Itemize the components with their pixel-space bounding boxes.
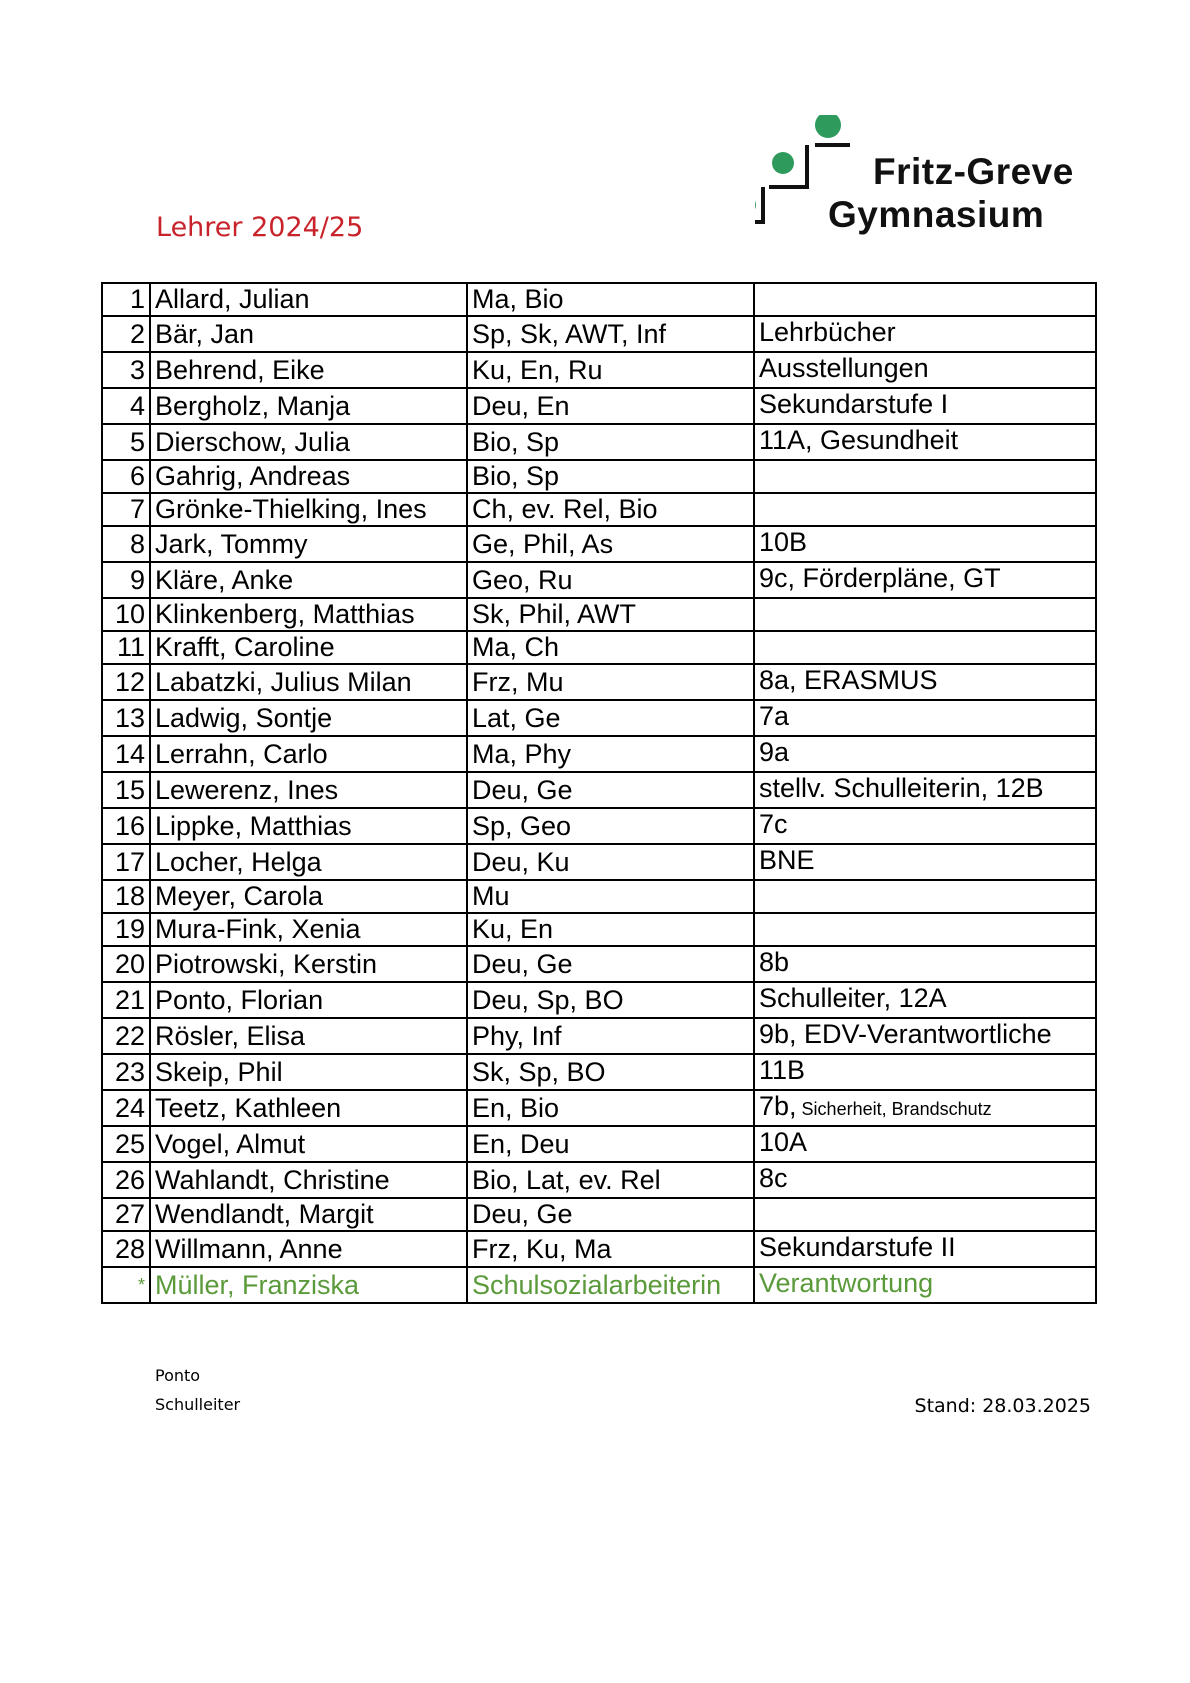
teacher-subjects-text: Phy, Inf <box>472 1020 562 1051</box>
row-number-text: 11 <box>116 632 145 662</box>
teacher-role-text: 9c, Förderpläne, GT <box>759 563 1001 593</box>
teacher-name-text: Teetz, Kathleen <box>155 1092 342 1123</box>
teacher-subjects <box>467 352 754 388</box>
teacher-subjects <box>467 913 754 946</box>
teacher-name-text: Bergholz, Manja <box>155 390 351 421</box>
teacher-name-text: Piotrowski, Kerstin <box>155 948 378 979</box>
teacher-subjects <box>467 664 754 700</box>
teacher-role-text: 9b, EDV-Verantwortliche <box>759 1019 1052 1049</box>
teacher-name <box>150 736 467 772</box>
row-number <box>102 808 150 844</box>
row-number-text: 26 <box>114 1164 145 1195</box>
teacher-role-text: Schulleiter, 12A <box>759 983 947 1013</box>
teacher-name <box>150 631 467 664</box>
teacher-name <box>150 844 467 880</box>
teacher-subjects-text: Ma, Ch <box>472 632 560 662</box>
teacher-name-text: Lewerenz, Ines <box>155 774 339 805</box>
row-number-text: 20 <box>114 948 145 979</box>
logo-dot-top <box>815 115 841 138</box>
table-row <box>102 493 1096 526</box>
teacher-name-text: Labatzki, Julius Milan <box>155 666 412 697</box>
row-number-text: 2 <box>129 318 145 349</box>
row-number-text: 5 <box>129 426 145 457</box>
teacher-name <box>150 772 467 808</box>
teacher-subjects <box>467 736 754 772</box>
logo-text-line2: Gymnasium <box>828 194 1045 235</box>
row-number-text: 24 <box>114 1092 145 1123</box>
teacher-role <box>754 982 1096 1018</box>
teacher-subjects <box>467 1162 754 1198</box>
teacher-subjects <box>467 388 754 424</box>
teacher-subjects-text: Deu, En <box>472 390 570 421</box>
teacher-name <box>150 283 467 316</box>
table-row <box>102 283 1096 316</box>
row-number-text: 6 <box>129 461 145 491</box>
row-number <box>102 631 150 664</box>
row-number <box>102 1231 150 1267</box>
row-number-text: 28 <box>114 1233 145 1264</box>
row-number <box>102 1126 150 1162</box>
teacher-role-text: 8c <box>759 1163 788 1193</box>
teacher-name <box>150 913 467 946</box>
teacher-name-text: Ponto, Florian <box>155 984 324 1015</box>
page-title: Lehrer 2024/25 <box>156 212 364 243</box>
teacher-name-text: Klinkenberg, Matthias <box>155 599 415 629</box>
teacher-subjects-text: Frz, Mu <box>472 666 564 697</box>
teacher-name <box>150 562 467 598</box>
teacher-subjects <box>467 283 754 316</box>
teacher-subjects-text: Geo, Ru <box>472 564 573 595</box>
row-number-text: 19 <box>114 914 145 944</box>
teacher-name <box>150 424 467 460</box>
teacher-role <box>754 388 1096 424</box>
table-row <box>102 736 1096 772</box>
row-number <box>102 562 150 598</box>
teacher-role-text: stellv. Schulleiterin, 12B <box>759 773 1044 803</box>
teacher-name <box>150 880 467 913</box>
row-number-text: 17 <box>114 846 145 877</box>
school-logo <box>755 115 1105 255</box>
teacher-subjects <box>467 316 754 352</box>
teacher-name-text: Lerrahn, Carlo <box>155 738 328 769</box>
teacher-subjects <box>467 1267 754 1303</box>
teacher-subjects <box>467 946 754 982</box>
teacher-subjects <box>467 1231 754 1267</box>
teacher-subjects <box>467 880 754 913</box>
table-row <box>102 844 1096 880</box>
teacher-role-text: 7c <box>759 809 788 839</box>
teacher-role-text: 8b <box>759 947 790 977</box>
signature-name: Ponto <box>155 1366 201 1385</box>
row-number-text: 3 <box>129 354 145 385</box>
teacher-role-text: 9a <box>759 737 790 767</box>
table-row <box>102 598 1096 631</box>
row-number <box>102 1267 150 1303</box>
row-number-text: 27 <box>114 1199 145 1229</box>
row-number-text: 18 <box>114 881 145 911</box>
table-row <box>102 1126 1096 1162</box>
teacher-name <box>150 1198 467 1231</box>
row-number <box>102 526 150 562</box>
row-number <box>102 664 150 700</box>
table-row <box>102 1018 1096 1054</box>
teacher-subjects-text: Ku, En <box>472 914 554 944</box>
teacher-name-text: Behrend, Eike <box>155 354 325 385</box>
row-number-text: 8 <box>129 528 145 559</box>
teacher-subjects-text: Frz, Ku, Ma <box>472 1233 612 1264</box>
teacher-role <box>754 1018 1096 1054</box>
teacher-role-text: Lehrbücher <box>759 317 896 347</box>
row-number-text: 4 <box>129 390 145 421</box>
teacher-subjects-text: Ge, Phil, As <box>472 528 614 559</box>
table-row <box>102 1231 1096 1267</box>
table-row <box>102 388 1096 424</box>
row-number-text: 22 <box>114 1020 145 1051</box>
teacher-subjects-text: Deu, Ge <box>472 948 573 979</box>
row-number <box>102 1162 150 1198</box>
row-number-text: 1 <box>129 284 145 314</box>
teacher-subjects-text: Deu, Ge <box>472 774 573 805</box>
table-row <box>102 352 1096 388</box>
table-row <box>102 664 1096 700</box>
row-number-text: 10 <box>114 599 145 629</box>
teacher-subjects <box>467 460 754 493</box>
table-row <box>102 631 1096 664</box>
teacher-name <box>150 1126 467 1162</box>
row-number <box>102 598 150 631</box>
teacher-name <box>150 1231 467 1267</box>
teacher-table-body <box>102 283 1096 1303</box>
teacher-name-text: Bär, Jan <box>155 318 255 349</box>
row-number <box>102 493 150 526</box>
teacher-subjects-text: Bio, Sp <box>472 461 560 491</box>
teacher-role <box>754 1126 1096 1162</box>
teacher-name <box>150 460 467 493</box>
teacher-name <box>150 526 467 562</box>
teacher-name <box>150 316 467 352</box>
teacher-subjects <box>467 631 754 664</box>
logo-text-line1: Fritz-Greve <box>873 151 1074 192</box>
teacher-role <box>754 283 1096 316</box>
row-number <box>102 1018 150 1054</box>
row-number <box>102 316 150 352</box>
teacher-name <box>150 493 467 526</box>
row-number-text: * <box>137 1274 145 1295</box>
teacher-role-text: 11A, Gesundheit <box>759 425 959 455</box>
teacher-name-text: Allard, Julian <box>155 284 310 314</box>
teacher-name-text: Jark, Tommy <box>155 528 308 559</box>
teacher-role-text: 10B <box>759 527 808 557</box>
row-number-text: 16 <box>114 810 145 841</box>
row-number <box>102 946 150 982</box>
teacher-role <box>754 316 1096 352</box>
teacher-name <box>150 598 467 631</box>
row-number <box>102 1054 150 1090</box>
teacher-name <box>150 946 467 982</box>
teacher-name-text: Vogel, Almut <box>155 1128 306 1159</box>
teacher-name <box>150 1267 467 1303</box>
teacher-name <box>150 1162 467 1198</box>
teacher-subjects-text: En, Deu <box>472 1128 570 1159</box>
teacher-name <box>150 352 467 388</box>
teacher-role <box>754 1231 1096 1267</box>
teacher-name-text: Gahrig, Andreas <box>155 461 351 491</box>
row-number <box>102 772 150 808</box>
teacher-name <box>150 1054 467 1090</box>
teacher-role-text: Sekundarstufe II <box>759 1232 956 1262</box>
teacher-subjects-text: Deu, Ge <box>472 1199 573 1229</box>
teacher-subjects-text: Sp, Sk, AWT, Inf <box>472 318 667 349</box>
teacher-role <box>754 700 1096 736</box>
teacher-subjects <box>467 700 754 736</box>
row-number <box>102 913 150 946</box>
table-row <box>102 1198 1096 1231</box>
teacher-role <box>754 352 1096 388</box>
teacher-name-text: Wahlandt, Christine <box>155 1164 390 1195</box>
table-row <box>102 880 1096 913</box>
teacher-role-note: Sicherheit, Brandschutz <box>796 1099 992 1119</box>
row-number-text: 12 <box>114 666 145 697</box>
teacher-name-text: Müller, Franziska <box>155 1269 360 1300</box>
teacher-role <box>754 913 1096 946</box>
teacher-role <box>754 1267 1096 1303</box>
teacher-role-text: 7b, <box>759 1091 797 1121</box>
teacher-subjects <box>467 1090 754 1126</box>
teacher-subjects-text: Sk, Sp, BO <box>472 1056 606 1087</box>
teacher-subjects-text: Sk, Phil, AWT <box>472 599 637 629</box>
logo-step-bottom <box>755 187 763 222</box>
row-number-text: 21 <box>114 984 145 1015</box>
row-number <box>102 1090 150 1126</box>
teacher-name-text: Mura-Fink, Xenia <box>155 914 361 944</box>
table-row <box>102 700 1096 736</box>
teacher-subjects-text: En, Bio <box>472 1092 560 1123</box>
teacher-role <box>754 946 1096 982</box>
teacher-name-text: Rösler, Elisa <box>155 1020 306 1051</box>
teacher-name <box>150 982 467 1018</box>
teacher-subjects <box>467 808 754 844</box>
teacher-subjects <box>467 562 754 598</box>
row-number <box>102 844 150 880</box>
teacher-subjects <box>467 844 754 880</box>
teacher-name <box>150 1018 467 1054</box>
row-number <box>102 1198 150 1231</box>
teacher-name-text: Grönke-Thielking, Ines <box>155 494 427 524</box>
row-number-text: 15 <box>114 774 145 805</box>
row-number <box>102 352 150 388</box>
teacher-subjects <box>467 982 754 1018</box>
teacher-role <box>754 664 1096 700</box>
teacher-role <box>754 844 1096 880</box>
stand-date: Stand: 28.03.2025 <box>914 1395 1091 1417</box>
teacher-subjects-text: Deu, Sp, BO <box>472 984 624 1015</box>
row-number <box>102 424 150 460</box>
table-row <box>102 1054 1096 1090</box>
table-row <box>102 1090 1096 1126</box>
teacher-role <box>754 460 1096 493</box>
teacher-name-text: Skeip, Phil <box>155 1056 283 1087</box>
teacher-role-text: BNE <box>759 845 815 875</box>
teacher-name-text: Wendlandt, Margit <box>155 1199 374 1229</box>
table-row <box>102 772 1096 808</box>
teacher-subjects <box>467 598 754 631</box>
row-number-text: 25 <box>114 1128 145 1159</box>
teacher-role-text: Ausstellungen <box>759 353 929 383</box>
teacher-name <box>150 388 467 424</box>
teacher-subjects <box>467 1054 754 1090</box>
teacher-role-text: 7a <box>759 701 790 731</box>
teacher-role <box>754 493 1096 526</box>
table-row <box>102 460 1096 493</box>
logo-dot-bottom <box>755 196 756 214</box>
teacher-subjects-text: Ma, Bio <box>472 284 564 314</box>
row-number-text: 14 <box>114 738 145 769</box>
row-number <box>102 982 150 1018</box>
teacher-role <box>754 808 1096 844</box>
teacher-subjects <box>467 493 754 526</box>
teacher-name <box>150 1090 467 1126</box>
teacher-role-text: Sekundarstufe I <box>759 389 949 419</box>
teacher-role <box>754 598 1096 631</box>
teacher-subjects-text: Ma, Phy <box>472 738 572 769</box>
table-row <box>102 424 1096 460</box>
teacher-subjects <box>467 1018 754 1054</box>
teacher-subjects-text: Sp, Geo <box>472 810 572 841</box>
teacher-role-text: 10A <box>759 1127 808 1157</box>
teacher-role <box>754 880 1096 913</box>
table-row <box>102 562 1096 598</box>
teacher-role <box>754 772 1096 808</box>
teacher-name-text: Dierschow, Julia <box>155 426 351 457</box>
teacher-subjects-text: Bio, Sp <box>472 426 560 457</box>
teacher-name-text: Meyer, Carola <box>155 881 324 911</box>
table-row <box>102 316 1096 352</box>
teacher-role <box>754 562 1096 598</box>
teacher-subjects-text: Deu, Ku <box>472 846 570 877</box>
teacher-subjects <box>467 526 754 562</box>
teacher-name-text: Krafft, Caroline <box>155 632 335 662</box>
row-number <box>102 880 150 913</box>
teacher-name <box>150 808 467 844</box>
teacher-role-text: Verantwortung <box>759 1268 934 1298</box>
row-number-text: 13 <box>114 702 145 733</box>
teacher-name-text: Willmann, Anne <box>155 1233 343 1264</box>
teacher-role <box>754 526 1096 562</box>
teacher-subjects-text: Ch, ev. Rel, Bio <box>472 494 658 524</box>
signature-title: Schulleiter <box>155 1395 241 1414</box>
teacher-role <box>754 631 1096 664</box>
teacher-name-text: Kläre, Anke <box>155 564 294 595</box>
teacher-name <box>150 700 467 736</box>
teacher-name-text: Ladwig, Sontje <box>155 702 333 733</box>
teacher-role <box>754 736 1096 772</box>
table-row <box>102 982 1096 1018</box>
row-number-text: 9 <box>129 564 145 595</box>
teacher-subjects <box>467 772 754 808</box>
teacher-role <box>754 1198 1096 1231</box>
row-number <box>102 736 150 772</box>
table-row <box>102 808 1096 844</box>
table-row <box>102 1162 1096 1198</box>
teacher-subjects-text: Ku, En, Ru <box>472 354 603 385</box>
row-number <box>102 700 150 736</box>
teacher-role-text: 11B <box>759 1055 806 1085</box>
row-number <box>102 460 150 493</box>
teacher-role <box>754 1090 1096 1126</box>
row-number-text: 7 <box>129 494 145 524</box>
teacher-table <box>101 282 1097 1304</box>
teacher-subjects <box>467 424 754 460</box>
row-number <box>102 283 150 316</box>
teacher-subjects-text: Lat, Ge <box>472 702 561 733</box>
teacher-name-text: Lippke, Matthias <box>155 810 352 841</box>
table-row <box>102 526 1096 562</box>
teacher-subjects-text: Mu <box>472 881 510 911</box>
table-row <box>102 946 1096 982</box>
teacher-subjects-text: Schulsozialarbeiterin <box>472 1269 722 1300</box>
row-number <box>102 388 150 424</box>
teacher-role <box>754 1054 1096 1090</box>
staff-row <box>102 1267 1096 1303</box>
teacher-name <box>150 664 467 700</box>
teacher-role-text: 8a, ERASMUS <box>759 665 938 695</box>
teacher-subjects <box>467 1126 754 1162</box>
teacher-name-text: Locher, Helga <box>155 846 322 877</box>
table-row <box>102 913 1096 946</box>
teacher-subjects-text: Bio, Lat, ev. Rel <box>472 1164 661 1195</box>
teacher-role <box>754 1162 1096 1198</box>
teacher-role <box>754 424 1096 460</box>
logo-dot-middle <box>772 152 794 174</box>
teacher-subjects <box>467 1198 754 1231</box>
row-number-text: 23 <box>114 1056 145 1087</box>
